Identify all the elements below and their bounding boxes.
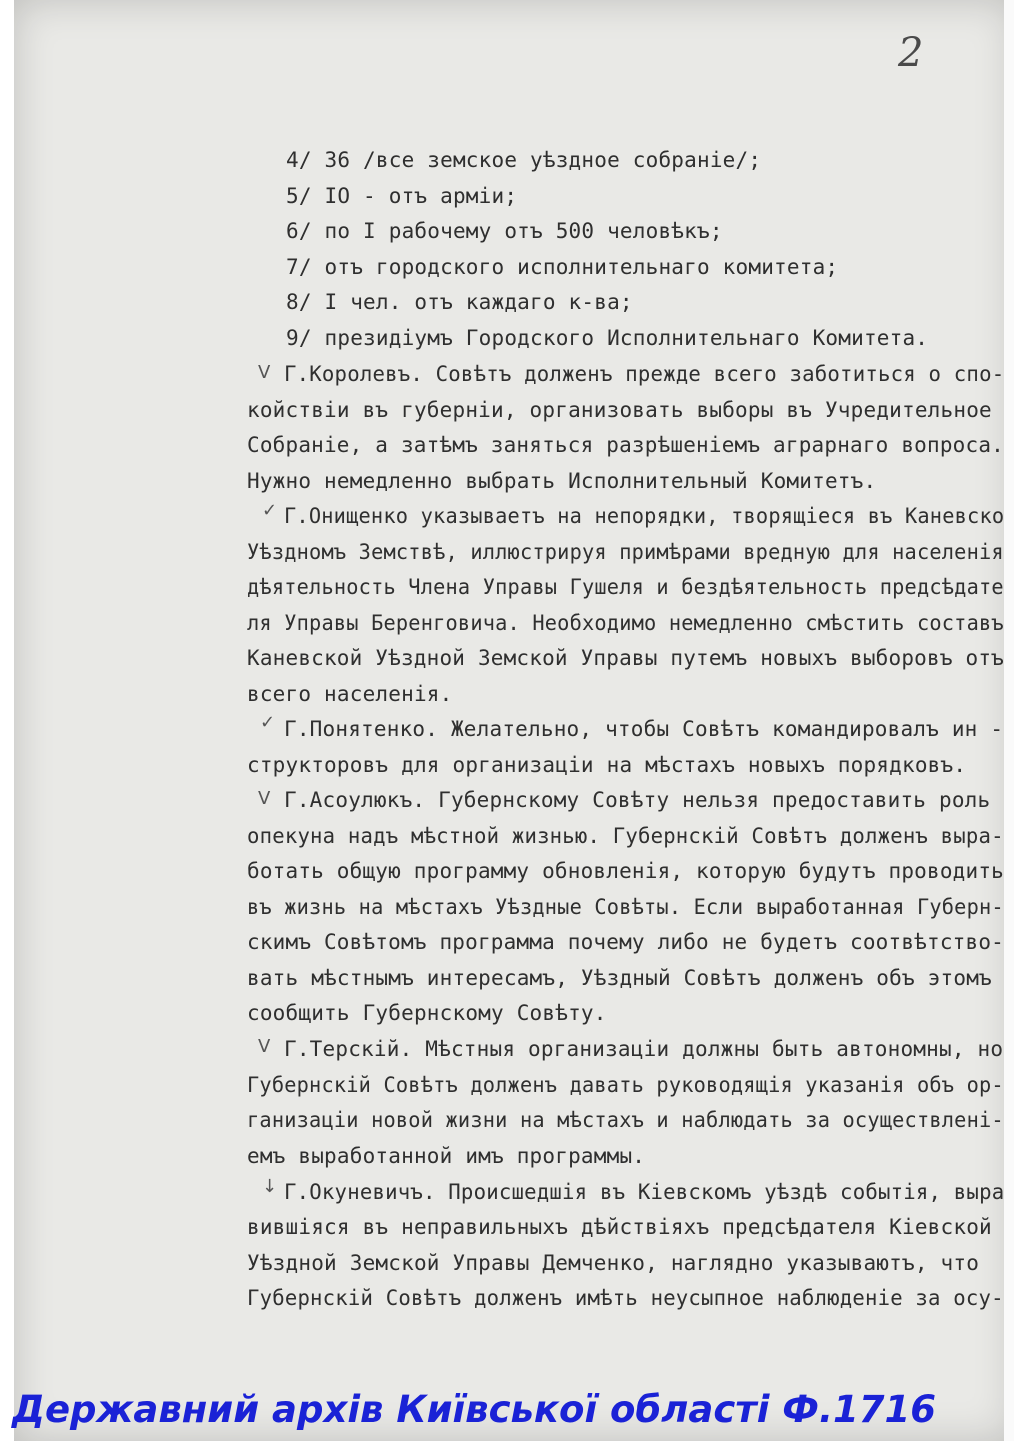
paragraph-ponyatenko-line: Г.Понятенко. Желательно, чтобы Совѣтъ командировалъ ин - <box>284 717 1004 741</box>
paragraph-okunevich-line: Уѣздной Земской Управы Демченко, наглядно указываютъ, что <box>247 1251 980 1275</box>
paragraph-terskiy-line: ганизаціи новой жизни на мѣстахъ и наблюдать за осуществлені- <box>247 1108 1004 1132</box>
paragraph-asoulyuk-line: вать мѣстнымъ интересамъ, Уѣздный Совѣтъ долженъ объ этомъ <box>247 966 992 990</box>
paragraph-onishchenko-line: Уѣздномъ Земствѣ, иллюстрируя примѣрами вредную для населенія <box>247 540 1004 564</box>
paragraph-asoulyuk-line: опекуна надъ мѣстной жизнью. Губернскій Совѣтъ долженъ выра- <box>247 824 1004 848</box>
check-mark-icon: ↓ <box>262 1176 278 1197</box>
paragraph-korolev-line: Собраніе, а затѣмъ заняться разрѣшеніемъ аграрнаго вопроса. <box>247 433 1004 457</box>
list-item-8: 8/ I чел. отъ каждаго к-ва; <box>286 290 633 314</box>
list-item-7: 7/ отъ городского исполнительнаго комитета; <box>286 255 839 279</box>
paragraph-terskiy-line: Г.Терскій. Мѣстныя организаціи должны быть автономны, но <box>284 1037 1004 1061</box>
check-mark-icon: V <box>258 788 271 809</box>
paragraph-terskiy-line: емъ выработанной имъ программы. <box>247 1144 646 1168</box>
paragraph-onishchenko-line: ля Управы Беренговича. Необходимо немедленно смѣстить составъ <box>247 611 1004 635</box>
paragraph-korolev-line: койствіи въ губерніи, организовать выборы въ Учредительное <box>247 398 992 422</box>
paragraph-onishchenko-line: Каневской Уѣздной Земской Управы путемъ новыхъ выборовъ отъ <box>247 646 1004 670</box>
paragraph-onishchenko-line: дѣятельность Члена Управы Гушеля и бездѣятельность предсѣдате <box>247 575 1004 599</box>
list-item-4: 4/ 36 /все земское уѣздное собраніе/; <box>286 148 762 172</box>
paragraph-okunevich-line: Г.Окуневичъ. Происшедшія въ Кіевскомъ уѣздѣ событія, выра <box>284 1180 1005 1204</box>
paragraph-asoulyuk-line: въ жизнь на мѣстахъ Уѣздные Совѣты. Если выработанная Губерн- <box>247 895 1004 919</box>
check-mark-icon: ✓ <box>262 500 278 521</box>
paragraph-okunevich-line: вившіяся въ неправильныхъ дѣйствіяхъ предсѣдателя Кіевской <box>247 1215 992 1239</box>
list-item-6: 6/ по I рабочему отъ 500 человѣкъ; <box>286 219 723 243</box>
paragraph-asoulyuk-line: сообщить Губернскому Совѣту. <box>247 1001 607 1025</box>
check-mark-icon: V <box>258 1036 271 1057</box>
handwritten-page-number: 2 <box>898 30 924 76</box>
paragraph-korolev-line: Г.Королевъ. Совѣтъ долженъ прежде всего заботиться о спо- <box>284 362 1005 386</box>
paragraph-okunevich-line: Губернскій Совѣтъ долженъ имѣть неусыпное наблюденіе за осу- <box>247 1286 1004 1310</box>
archive-watermark: Державний архів Київської області Ф.1716 <box>12 1388 937 1431</box>
paragraph-ponyatenko-line: структоровъ для организаціи на мѣстахъ новыхъ порядковъ. <box>247 753 967 777</box>
paragraph-asoulyuk-line: скимъ Совѣтомъ программа почему либо не будетъ соотвѣтство- <box>247 930 1004 954</box>
paragraph-onishchenko-line: Г.Онищенко указываетъ на непорядки, творящіеся въ Каневско <box>284 504 1005 528</box>
check-mark-icon: V <box>258 362 271 383</box>
list-item-5: 5/ IO - отъ арміи; <box>286 184 518 208</box>
paragraph-onishchenko-line: всего населенія. <box>247 682 453 706</box>
paragraph-terskiy-line: Губернскій Совѣтъ долженъ давать руководящія указанія объ ор- <box>247 1073 1004 1097</box>
check-mark-icon: ✓ <box>260 712 276 733</box>
paragraph-asoulyuk-line: Г.Асоулюкъ. Губернскому Совѣту нельзя предоставить роль <box>284 788 991 812</box>
list-item-9: 9/ президіумъ Городского Исполнительнаго Комитета. <box>286 326 929 350</box>
paragraph-asoulyuk-line: ботать общую программу обновленія, которую будутъ проводить <box>247 859 1004 883</box>
paragraph-korolev-line: Нужно немедленно выбрать Исполнительный Комитетъ. <box>247 469 877 493</box>
